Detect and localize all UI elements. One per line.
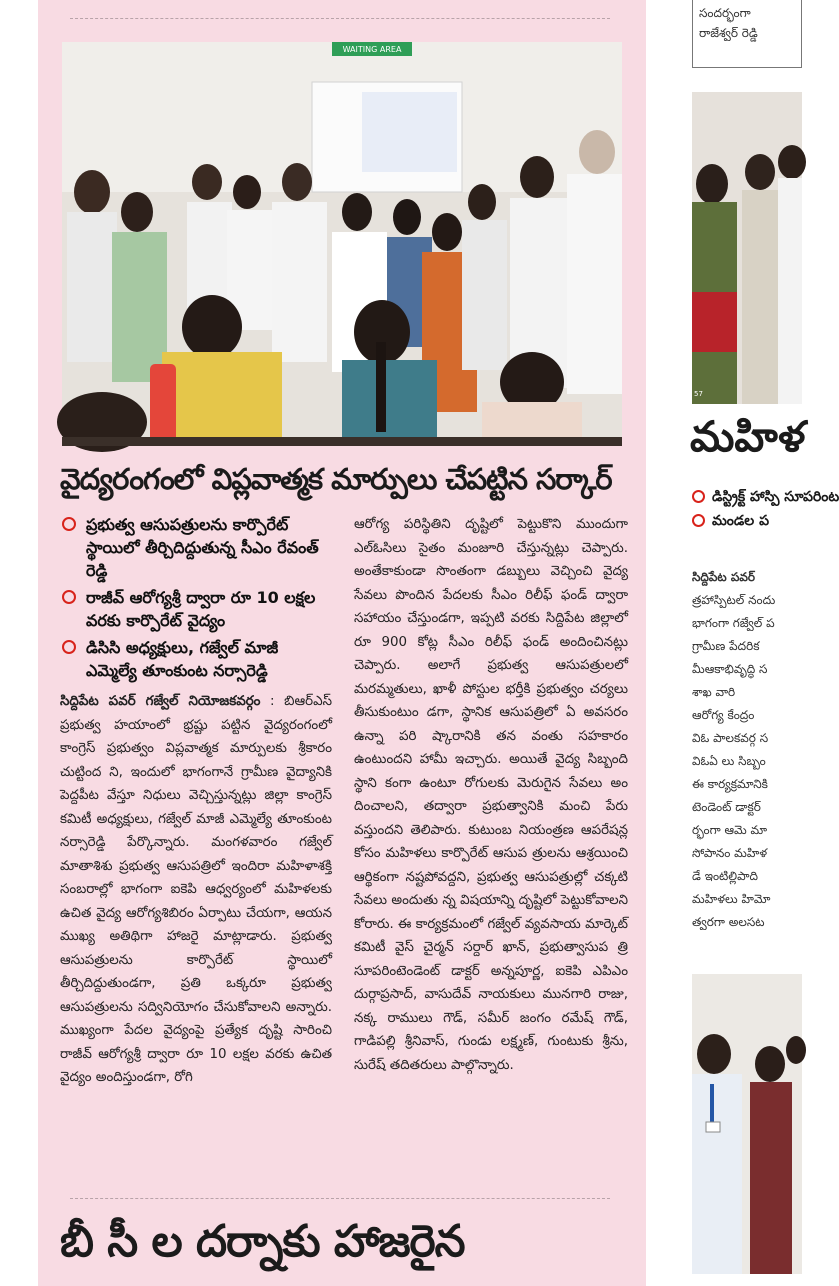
photo-number-badge: 57	[694, 390, 703, 398]
body-text: : బిఆర్ఎస్ ప్రభుత్వ హయాంలో భ్రష్టు పట్టిన వైద్యరంగంలో కాంగ్రెస్ ప్రభుత్వం విప్లవాత్మక మార్పులకు శ్రీకారం చుట్టింద ని, ఇందులో భాగంగానే గ్రామీణ వైద్యానికి పెద్దపీట వేస్తూ నిధులు వెచ్చిస్తున్నట్లు జిల్లా కాంగ్రెస్ కమిటీ అధ్యక్షులు, గజ్వేల్ మాజీ ఎమ్మెల్యే తూంకుంట నర్సారెడ్డి పేర్కొన్నారు. మంగళవారం గజ్వేల్ మాతాశిశు ప్రభుత్వ ఆసుపత్రిలో ఇందిరా మహిళాశక్తి సంబరాల్లో భాగంగా ఐకెపి ఆధ్వర్యంలో మహిళలకు ఉచిత వైద్య ఆరోగ్యశిబిరం ఏర్పాటు చేయగా, ఆయన ముఖ్య అతిథిగా హాజరై మాట్లాడారు. ప్రభుత్వ ఆసుపత్రులను కార్పొరేట్ స్థాయిలో తీర్చిదిద్దుతుండగా, ప్రతి ఒక్కరూ ప్రభుత్వ ఆసుపత్రులను సద్వినియోగం చేసుకోవాలని అన్నారు. ముఖ్యంగా పేదల వైద్యంపై ప్రత్యేక దృష్టి సారించి రాజీవ్ ఆరోగ్యశ్రీ ద్వారా రూ 10 లక్షల వరకు ఉచిత వైద్యం అందిస్తుండగా, రోగి	[60, 694, 332, 1085]
side-body-line: మహిళలు హిమో	[692, 892, 771, 906]
side-body-line: భాగంగా గజ్వేల్ ప	[692, 616, 775, 630]
side-body-line: శాఖ వారి	[692, 685, 736, 699]
bullet-ring-icon	[692, 514, 705, 527]
article-body-left	[60, 690, 332, 1090]
adjacent-article-strip	[646, 0, 839, 1286]
side-body-line: సిద్దిపేట పవర్	[692, 570, 756, 584]
side-body-line: ఆరోగ్య కేంద్రం	[692, 708, 755, 722]
bullet-ring-icon	[692, 490, 705, 503]
article-column-left	[60, 513, 332, 1090]
bullet-text: రాజీవ్ ఆరోగ్యశ్రీ ద్వారా రూ 10 లక్షల వరకు కార్పొరేట్ వైద్యం	[86, 588, 316, 630]
side-body-line: సోపానం మహిళ	[692, 846, 768, 860]
bullet-item	[60, 513, 332, 582]
dateline: సిద్దిపేట పవర్ గజ్వేల్ నియోజకవర్గం	[60, 694, 261, 709]
side-body-line: త్రహాస్పిటల్ నందు	[692, 593, 776, 607]
top-divider	[70, 18, 610, 19]
article-column-right	[354, 513, 628, 1077]
article-body-right: ఆరోగ్య పరిస్థితిని దృష్టిలో పెట్టుకొని ముందుగా ఎల్ఓసిలు సైతం మంజూరి చేస్తున్నట్లు చెప్పారు. అంతేకాకుండా సొంతంగా డబ్బులు వెచ్చించి వైద్య సేవలు పొందిన పేదలకు సీఎం రిలీఫ్ ఫండ్ ద్వారా సహాయం చేస్తుండగా, ఇప్పటి వరకు సిద్దిపేట జిల్లాలో రూ 900 కోట్ల సీఎం రిలీఫ్ ఫండ్ అందించినట్లు చెప్పారు. అలాగే ప్రభుత్వ ఆసుపత్రులలో మరమ్మతులు, ఖాళీ పోస్టుల భర్తీకి ప్రభుత్వం చర్యలు తీసుకుంటుం డగా, స్థానిక ఆసుపత్రిలో ఏ అవసరం ఉన్నా పరి ష్కారానికి తన వంతు సహకారం ఉంటుందని హామీ ఇచ్చారు. అయితే వైద్య సిబ్బంది స్థాని కంగా ఉంటూ రోగులకు మెరుగైన సేవలు అం దించాలని, తద్వారా ప్రభుత్వానికి మంచి పేరు వస్తుందని తెలిపారు. కుటుంబ నియంత్రణ ఆపరేషన్ల కోసం మహిళలు కార్పొరేట్ ఆసుప త్రులను ఆశ్రయించి ఆర్థికంగా నష్టపోవద్దని, ప్రభుత్వ ఆసుపత్రుల్లో చక్కటి సేవలు అందుతు న్న విషయాన్ని దృష్టిలో పెట్టుకోవాలని కోరారు. ఈ కార్యక్రమంలో గజ్వేల్ వ్యవసాయ మార్కెట్ కమిటీ వైస్ చైర్మన్ సర్దార్ ఖాన్, ప్రభుత్వాసుప త్రి సూపరింటెండెంట్ డాక్టర్ అన్నపూర్ణ, ఐకెపి ఎపిఎం దుర్గాప్రసాద్, వాసుదేవ్ నాయకులు మునగారి రాజు, నక్క రాములు గౌడ్, సమీర్ జంగం రమేష్ గౌడ్, గాడిపల్లి శ్రీనివాస్, గుండు లక్ష్మణ్, గుంటుకు శ్రీను, సురేష్ తదితరులు పాల్గొన్నారు.	[354, 517, 628, 1073]
bullet-text: ప్రభుత్వ ఆసుపత్రులను కార్పొరేట్ స్థాయిలో తీర్చిదిద్దుతున్న సీఎం రేవంత్ రెడ్డి	[86, 515, 319, 580]
article-photo	[62, 42, 622, 446]
side-body-line: విఓఏ లు సిబ్బం	[692, 754, 766, 768]
bullet-ring-icon	[62, 640, 76, 654]
side-body-line: ర్భంగా ఆమె మా	[692, 823, 768, 837]
side-bullet-item	[692, 510, 832, 532]
side-body-line: మీఆకాభివృద్ధి స	[692, 662, 768, 676]
side-bullet-text: మండల ప	[712, 513, 770, 529]
next-article-headline: బీ సీ ల దర్నాకు హాజరైన	[60, 1216, 465, 1267]
caption-line: సందర్భంగా	[699, 6, 751, 20]
bullet-ring-icon	[62, 590, 76, 604]
side-body-line: విఓ పాలకవర్గ స	[692, 731, 769, 745]
side-body-line: డే ఇంటిల్లిపాది	[692, 869, 758, 883]
side-photo-top	[692, 92, 802, 404]
caption-box	[692, 0, 802, 68]
article-panel	[38, 0, 646, 1286]
side-photo-bottom	[692, 974, 802, 1274]
bullet-item	[60, 636, 332, 682]
side-body-line: ఈ కార్యక్రమానికి	[692, 777, 768, 791]
side-bullet-text: డిస్ట్రిక్ట్ హాస్పి సూపరింట	[712, 489, 839, 505]
article-bullets	[60, 513, 332, 682]
side-body-line: త్వరగా అలసట	[692, 915, 765, 929]
bullet-item	[60, 586, 332, 632]
side-headline: మహిళ	[690, 412, 806, 461]
side-bullets	[692, 486, 839, 534]
bottom-divider	[70, 1198, 610, 1199]
article-headline: వైద్యరంగంలో విప్లవాత్మక మార్పులు చేపట్టిన సర్కార్	[60, 462, 612, 496]
caption-line: రాజేశ్వర్ రెడ్డి	[699, 26, 758, 40]
bullet-text: డిసిసి అధ్యక్షులు, గజ్వేల్ మాజీ ఎమ్మెల్యే తూంకుంట నర్సారెడ్డి	[86, 638, 279, 680]
side-body-line: గ్రామీణ పేదరిక	[692, 639, 760, 653]
side-body-line: టెండెంట్ డాక్టర్	[692, 800, 761, 814]
side-body	[692, 566, 832, 934]
bullet-ring-icon	[62, 517, 76, 531]
banner-text: WAITING AREA	[342, 45, 402, 54]
side-bullet-item	[692, 486, 839, 508]
